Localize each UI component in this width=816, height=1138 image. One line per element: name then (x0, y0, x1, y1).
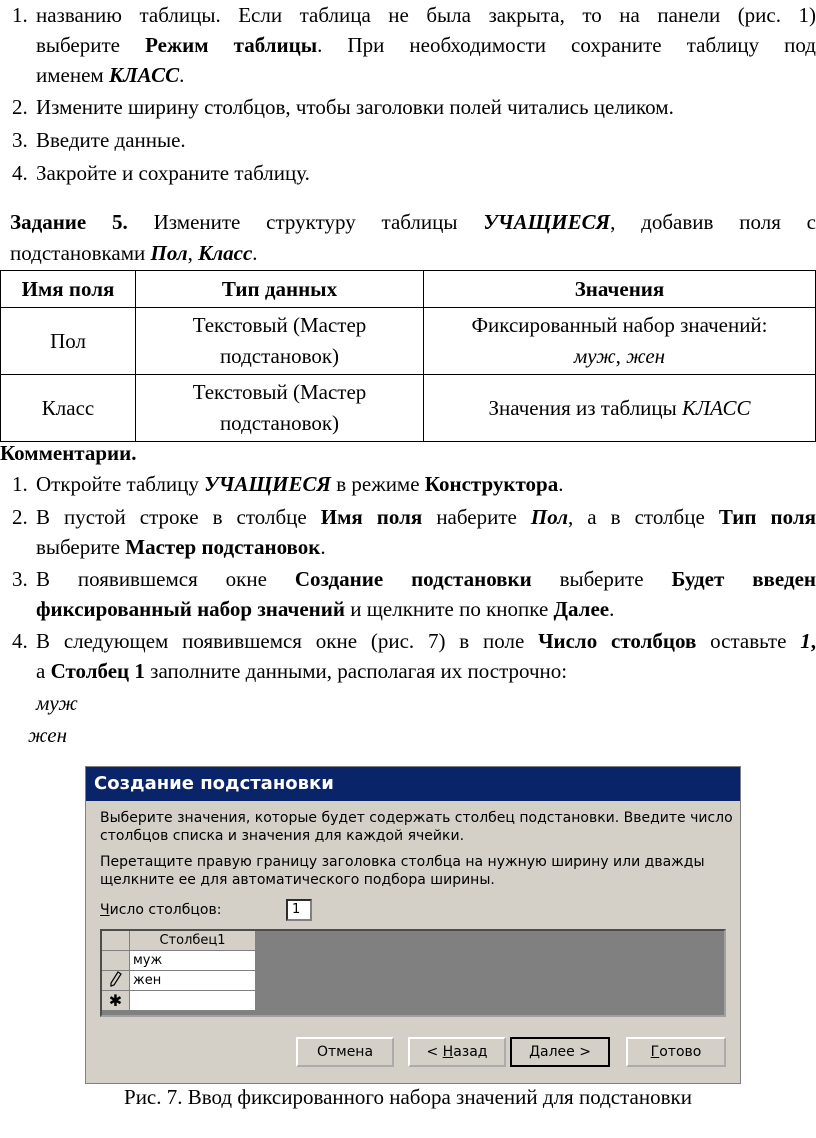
value-example: жен (28, 723, 67, 747)
table-cell: Класс (1, 375, 136, 442)
list-item-text: фиксированный набор значений и щелкните по кнопке Далее. (36, 597, 615, 621)
dialog-text: Перетащите правую границу заголовка столбца на нужную ширину или дважды (100, 854, 705, 870)
dialog-text: щелкните ее для автоматического подбора ширины. (100, 872, 495, 888)
table-cell: Пол (1, 308, 136, 375)
value-example: муж (36, 691, 78, 715)
table-cell: Значения из таблицы КЛАСС (424, 375, 816, 442)
grid-cell-new[interactable] (130, 991, 256, 1011)
grid-corner (102, 931, 130, 951)
table-cell: Текстовый (Мастер подстановок) (136, 375, 424, 442)
column-count-input[interactable]: 1 (286, 899, 312, 921)
task-heading-line2: подстановками Пол, Класс. (10, 241, 258, 265)
pencil-icon (102, 971, 130, 991)
list-number: 3. (12, 128, 28, 152)
list-item-text: Измените ширину столбцов, чтобы заголовки полей читались целиком. (36, 95, 674, 119)
next-button[interactable]: Далее > (510, 1037, 610, 1067)
list-item-text: выберите Мастер подстановок. (36, 535, 326, 559)
finish-button[interactable]: Готово (626, 1037, 726, 1067)
list-number: 3. (12, 567, 28, 591)
back-button[interactable]: < Назад (408, 1037, 506, 1067)
list-number: 1. (12, 3, 28, 27)
list-item-text: Откройте таблицу УЧАЩИЕСЯ в режиме Конструктора. (36, 472, 564, 496)
list-item-text: именем КЛАСС. (36, 63, 185, 87)
row-selector[interactable] (102, 951, 130, 971)
list-item-text: В пустой строке в столбце Имя поля наберите Пол, а в столбце Тип поля (36, 505, 816, 529)
dialog-text: столбцов списка и значения для каждой ячейки. (100, 828, 465, 844)
comments-title: Комментарии. (0, 441, 137, 465)
dialog-text: Выберите значения, которые будет содержать столбец подстановки. Введите число (100, 810, 733, 826)
table-row (1, 375, 816, 442)
list-item-text: Введите данные. (36, 128, 186, 152)
grid-cell[interactable]: жен (130, 971, 256, 991)
list-item-text: В появившемся окне Создание подстановки выберите Будет введен (36, 567, 816, 591)
list-item-text: В следующем появившемся окне (рис. 7) в поле Число столбцов оставьте 1, (36, 629, 816, 653)
list-item-text: Закройте и сохраните таблицу. (36, 161, 310, 185)
lookup-wizard-dialog (85, 766, 741, 1084)
list-number: 4. (12, 161, 28, 185)
list-number: 4. (12, 629, 28, 653)
table-cell: Текстовый (Мастер подстановок) (136, 308, 424, 375)
column-count-label: Число столбцов: (100, 902, 222, 918)
table-cell: Фиксированный набор значений: муж, жен (424, 308, 816, 375)
list-item-text: названию таблицы. Если таблица не была закрыта, то на панели (рис. 1) (36, 3, 816, 27)
list-item-text: а Столбец 1 заполните данными, располагая их построчно: (36, 659, 568, 683)
list-number: 1. (12, 472, 28, 496)
cancel-button[interactable]: Отмена (296, 1037, 394, 1067)
table-header: Значения (424, 271, 816, 308)
new-row-asterisk-icon: ✱ (102, 991, 130, 1011)
figure-caption: Рис. 7. Ввод фиксированного набора значений для подстановки (124, 1085, 692, 1109)
dialog-title: Создание подстановки (86, 767, 740, 801)
list-number: 2. (12, 505, 28, 529)
table-row (1, 308, 816, 375)
grid-cell[interactable]: муж (130, 951, 256, 971)
table-header: Тип данных (136, 271, 424, 308)
grid-column-header[interactable]: Столбец1 (130, 931, 256, 951)
list-number: 2. (12, 95, 28, 119)
values-grid[interactable] (100, 929, 726, 1017)
table-header: Имя поля (1, 271, 136, 308)
fields-table (0, 270, 816, 442)
list-item-text: выберите Режим таблицы. При необходимости сохраните таблицу под (36, 33, 816, 57)
task-heading: Задание 5. Измените структуру таблицы УЧАЩИЕСЯ, добавив поля с (10, 210, 816, 234)
